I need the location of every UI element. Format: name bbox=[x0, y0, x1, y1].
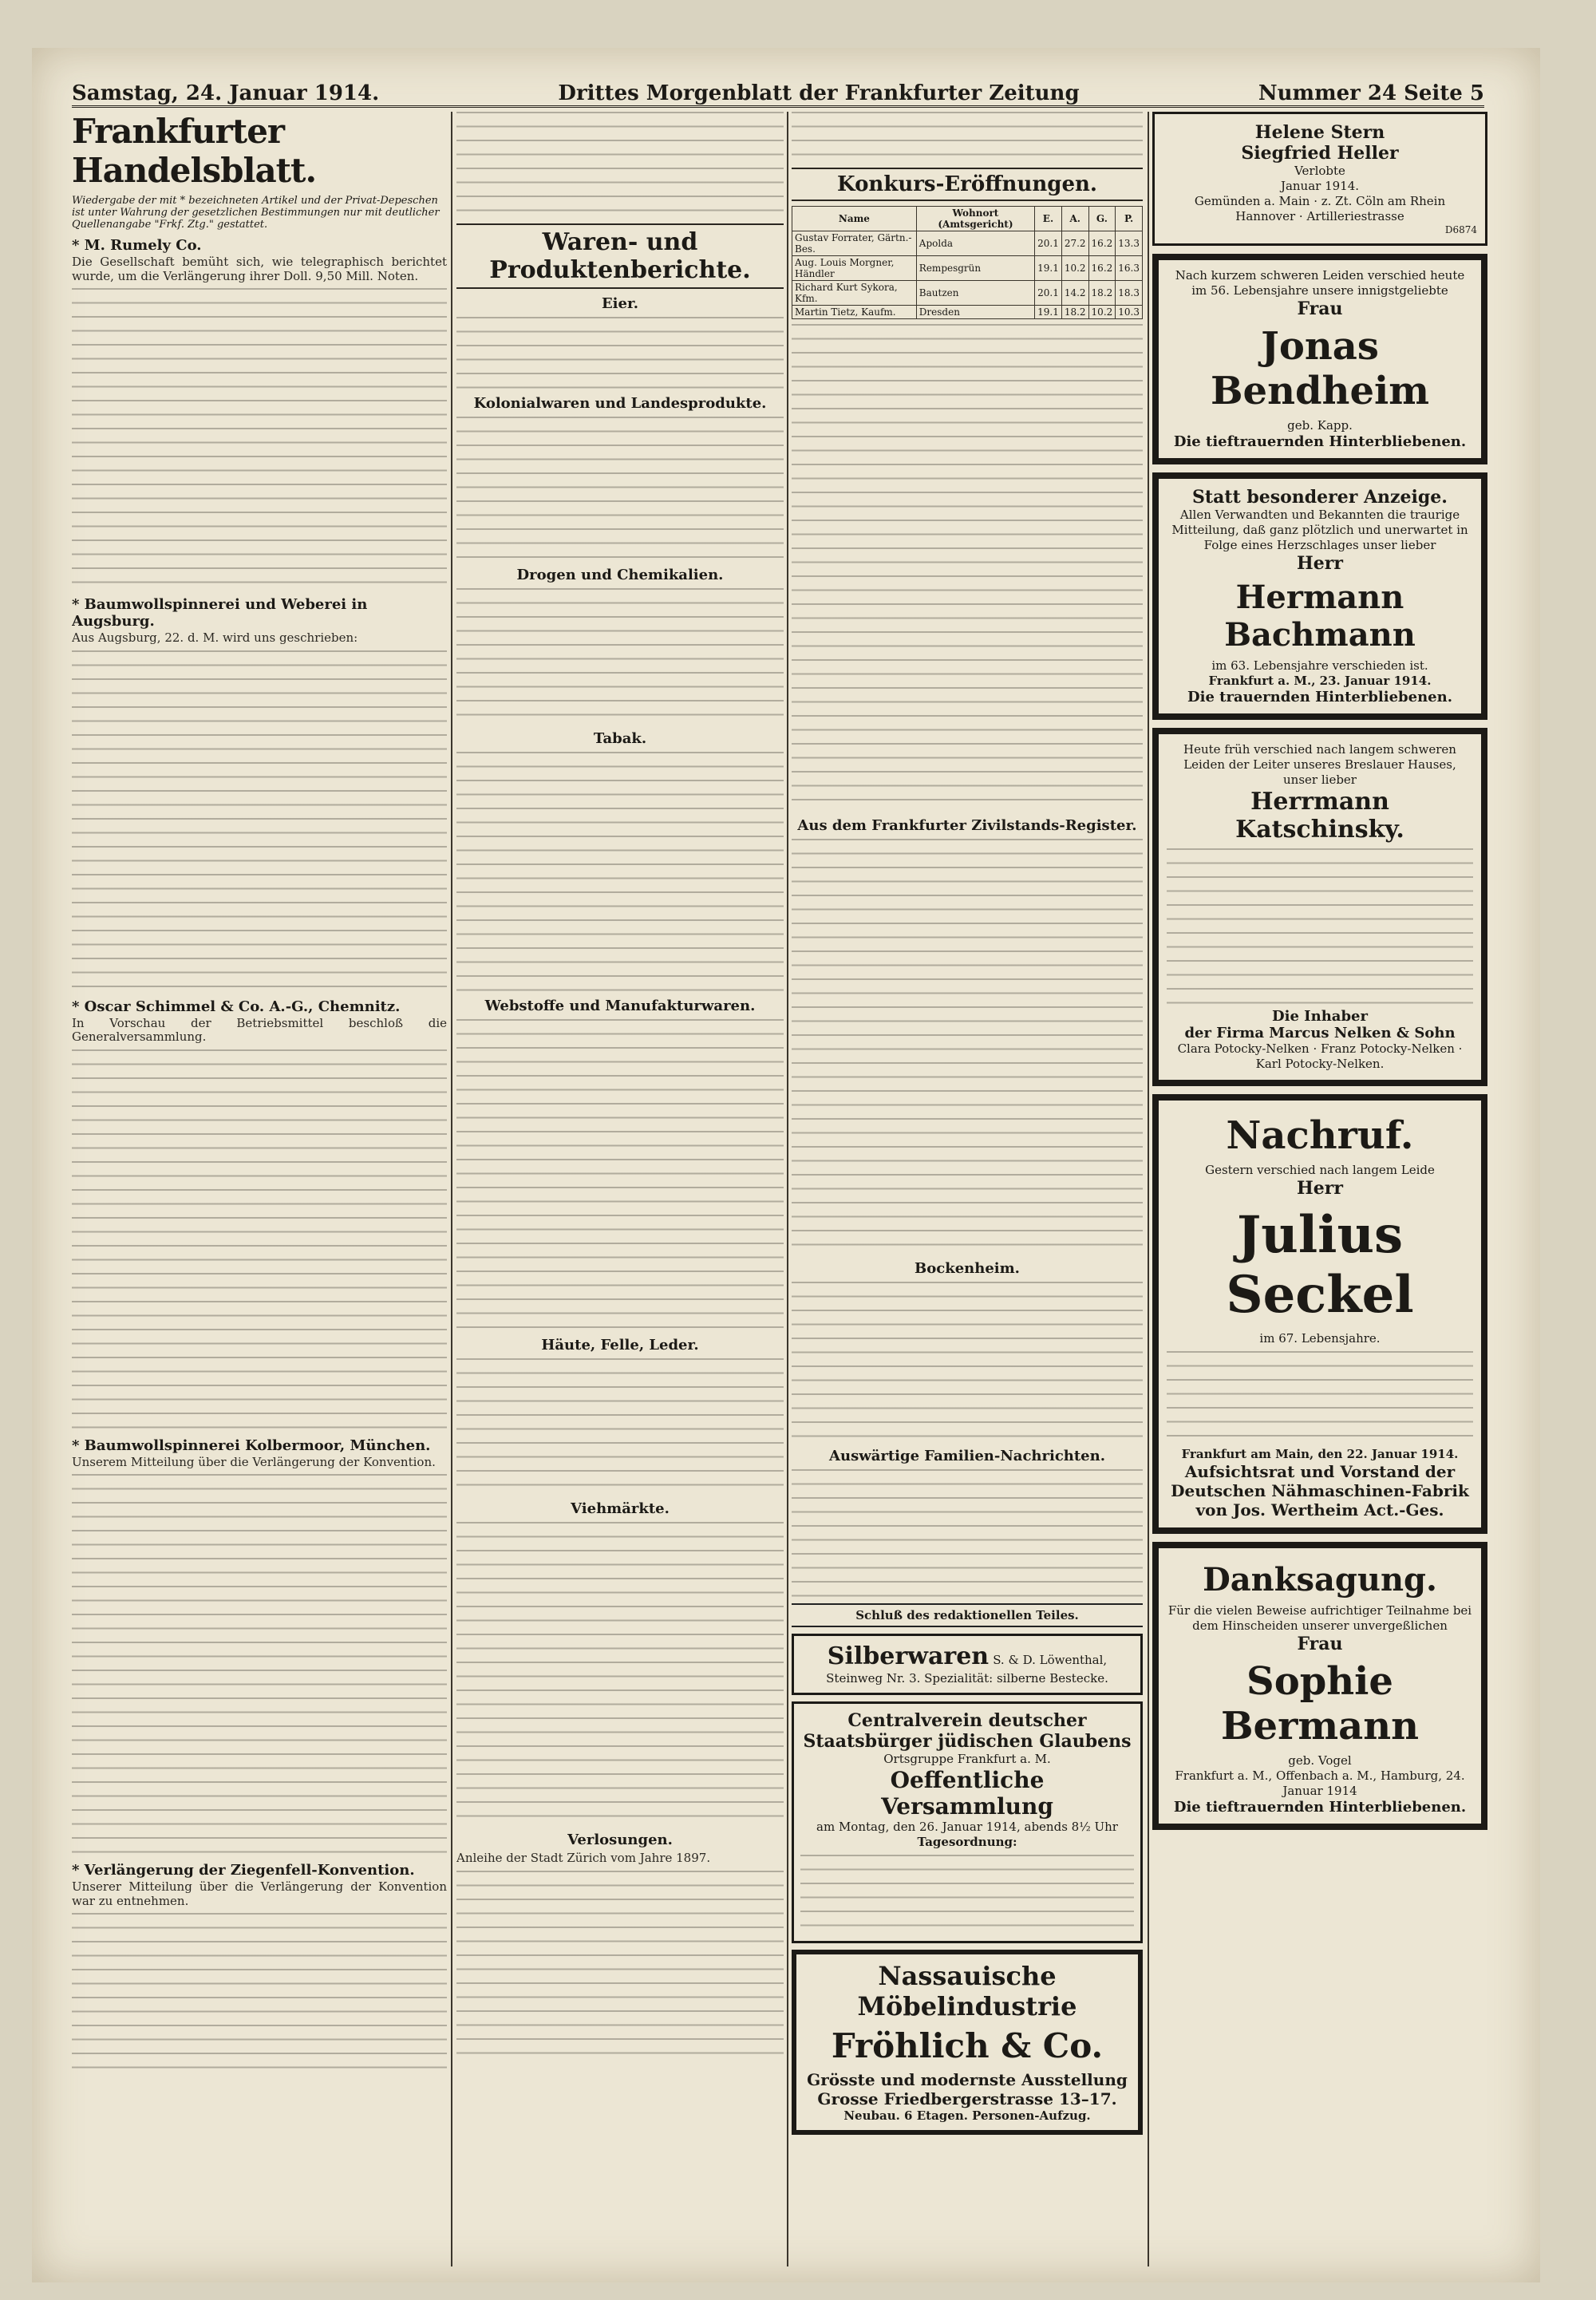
obituary-place: Frankfurt am Main, den 22. Januar 1914. bbox=[1181, 1447, 1459, 1461]
article-text: In Vorschau der Betriebsmittel beschloß die Generalversammlung. bbox=[72, 1015, 447, 1044]
subsection-heading: Eier. bbox=[601, 295, 639, 312]
table-cell: 27.2 bbox=[1061, 231, 1088, 256]
obituary-name: Hermann Bachmann bbox=[1224, 579, 1416, 654]
article-body-lines bbox=[456, 1522, 784, 1825]
table-cell: 16.3 bbox=[1116, 256, 1143, 281]
obituary-body-lines bbox=[1167, 848, 1473, 1008]
article-body-lines bbox=[456, 317, 784, 389]
table-row bbox=[792, 281, 1143, 306]
header-title: Drittes Morgenblatt der Frankfurter Zeitung bbox=[558, 81, 1080, 105]
column-anzeigen bbox=[1152, 112, 1487, 2266]
ad-subtitle: Ortsgruppe Frankfurt a. M. bbox=[883, 1752, 1051, 1766]
obituary-lead: Statt besonderer Anzeige. bbox=[1192, 487, 1448, 508]
thanks-text: Für die vielen Beweise aufrichtiger Teilnahme bei dem Hinscheiden unserer unvergeßlichen bbox=[1167, 1603, 1472, 1633]
obituary-text: Heute früh verschied nach langem schweren Leiden der Leiter unseres Breslauer Hauses, unser lieber bbox=[1183, 742, 1456, 787]
ad-firm: Fröhlich & Co. bbox=[831, 2026, 1104, 2065]
ad-centralverein bbox=[792, 1701, 1143, 1943]
table-cell: 20.1 bbox=[1035, 281, 1062, 306]
subsection-heading: Verlosungen. bbox=[567, 1832, 673, 1848]
thanks-name: Sophie Bermann bbox=[1220, 1659, 1420, 1749]
reprint-notice: Wiedergabe der mit * bezeichneten Artikel und der Privat-Depeschen ist unter Wahrung der gesetzlichen Bestimmungen nur mit deutlicher Quellenangabe "Frkf. Ztg." gestattet. bbox=[72, 195, 440, 231]
table-row bbox=[792, 306, 1143, 319]
table-cell: 16.2 bbox=[1088, 231, 1116, 256]
thanks-place: Frankfurt a. M., Offenbach a. M., Hamburg, 24. Januar 1914 bbox=[1175, 1768, 1465, 1798]
table-cell: 10.3 bbox=[1116, 306, 1143, 319]
article-title: * Baumwollspinnerei Kolbermoor, München. bbox=[72, 1437, 431, 1454]
ad-date: am Montag, den 26. Januar 1914, abends 8½ Uhr bbox=[816, 1820, 1118, 1834]
table-header: E. bbox=[1035, 207, 1062, 231]
article-body-lines bbox=[72, 650, 447, 994]
obituary-footer: Die Inhaber bbox=[1272, 1008, 1368, 1025]
engaged-date: Januar 1914. bbox=[1280, 179, 1360, 193]
obituary-footer: Die tieftrauernden Hinterbliebenen. bbox=[1173, 433, 1467, 450]
engaged-label: Verlobte bbox=[1294, 164, 1345, 178]
subsection-heading: Viehmärkte. bbox=[571, 1500, 670, 1517]
engaged-name: Siegfried Heller bbox=[1241, 143, 1399, 164]
obituary-heading: Nachruf. bbox=[1226, 1113, 1414, 1158]
page-header bbox=[72, 73, 1484, 108]
engaged-place: Hannover · Artilleriestrasse bbox=[1235, 209, 1404, 223]
table-header: A. bbox=[1061, 207, 1088, 231]
obituary-footer: Aufsichtsrat und Vorstand der Deutschen Nähmaschinen-Fabrik von Jos. Wertheim Act.-Ges. bbox=[1171, 1462, 1469, 1520]
table-cell: 19.1 bbox=[1035, 256, 1062, 281]
article-body-lines bbox=[456, 588, 784, 724]
subsection-heading: Bockenheim. bbox=[915, 1260, 1020, 1277]
ad-body-lines bbox=[800, 1855, 1134, 1934]
column-rule bbox=[1148, 112, 1149, 2266]
article-text: Die Gesellschaft bemüht sich, wie telegraphisch berichtet wurde, um die Verlängerung ihrer Doll. 9,50 Mill. Noten. bbox=[72, 255, 447, 283]
article-title: * Baumwollspinnerei und Weberei in Augsburg. bbox=[72, 596, 368, 630]
masthead: Frankfurter Handelsblatt. bbox=[72, 112, 317, 190]
table-cell: Apolda bbox=[916, 231, 1034, 256]
end-of-editorial: Schluß des redaktionellen Teiles. bbox=[792, 1603, 1143, 1627]
article-text: Unserer Mitteilung über die Verlängerung der Konvention war zu entnehmen. bbox=[72, 1879, 447, 1908]
ad-agenda: Tagesordnung: bbox=[917, 1835, 1017, 1849]
article-title: * M. Rumely Co. bbox=[72, 237, 202, 254]
table-cell: Dresden bbox=[916, 306, 1034, 319]
table-cell: 10.2 bbox=[1061, 256, 1088, 281]
column-produktenberichte bbox=[456, 112, 784, 2266]
subsection-heading: Webstoffe und Manufakturwaren. bbox=[484, 998, 756, 1014]
engagement-notice bbox=[1152, 112, 1487, 246]
obituary-katschinsky bbox=[1152, 728, 1487, 1086]
table-cell: 18.2 bbox=[1061, 306, 1088, 319]
ad-subtitle: Grösste und modernste Ausstellung bbox=[807, 2070, 1128, 2089]
article-body-lines bbox=[456, 1871, 784, 2054]
thanks-footer: Die tieftrauernden Hinterbliebenen. bbox=[1173, 1799, 1467, 1816]
column-handelsblatt bbox=[72, 112, 447, 2266]
obituary-title: Herr bbox=[1297, 553, 1343, 574]
ad-text: S. & D. Löwenthal, Steinweg Nr. 3. Spezialität: silberne Bestecke. bbox=[826, 1653, 1108, 1685]
article-text: Aus Augsburg, 22. d. M. wird uns geschrieben: bbox=[72, 630, 358, 645]
engaged-name: Helene Stern bbox=[1254, 122, 1385, 143]
thanks-geb: geb. Vogel bbox=[1288, 1753, 1352, 1768]
engaged-place: Gemünden a. Main · z. Zt. Cöln am Rhein bbox=[1194, 194, 1446, 208]
article-body-lines bbox=[72, 1913, 447, 2073]
obituary-footer: der Firma Marcus Nelken & Sohn bbox=[1184, 1025, 1456, 1041]
article-title: * Oscar Schimmel & Co. A.-G., Chemnitz. bbox=[72, 998, 401, 1015]
article-body-lines bbox=[456, 1019, 784, 1330]
table-cell: 13.3 bbox=[1116, 231, 1143, 256]
article-body-lines bbox=[792, 112, 1143, 160]
register-lines bbox=[792, 1282, 1143, 1441]
article-body-lines bbox=[72, 1049, 447, 1433]
table-cell: Rempesgrün bbox=[916, 256, 1034, 281]
subsection-heading: Auswärtige Familien-Nachrichten. bbox=[829, 1448, 1105, 1464]
header-page-number: Nummer 24 Seite 5 bbox=[1258, 81, 1484, 105]
table-cell: Richard Kurt Sykora, Kfm. bbox=[792, 281, 917, 306]
thanks-frau: Frau bbox=[1297, 1634, 1343, 1654]
register-lines bbox=[792, 1469, 1143, 1597]
table-header: G. bbox=[1088, 207, 1116, 231]
ad-title: Centralverein deutscher Staatsbürger jüdischen Glaubens bbox=[803, 1710, 1132, 1752]
table-cell: 19.1 bbox=[1035, 306, 1062, 319]
table-cell: 18.2 bbox=[1088, 281, 1116, 306]
ad-silberwaren bbox=[792, 1634, 1143, 1695]
ad-footer: Neubau. 6 Etagen. Personen-Aufzug. bbox=[843, 2108, 1091, 2123]
table-row bbox=[792, 256, 1143, 281]
ad-title: Silberwaren bbox=[827, 1642, 990, 1670]
obituary-sub: im 63. Lebensjahre verschieden ist. bbox=[1211, 658, 1428, 673]
article-body-lines bbox=[456, 417, 784, 560]
obituary-name: Herrmann Katschinsky. bbox=[1235, 788, 1404, 844]
obituary-body-lines bbox=[1167, 1351, 1473, 1447]
column-rule bbox=[451, 112, 452, 2266]
thanks-bermann bbox=[1152, 1542, 1487, 1830]
table-cell: Gustav Forrater, Gärtn.-Bes. bbox=[792, 231, 917, 256]
section-heading: Konkurs-Eröffnungen. bbox=[792, 168, 1143, 201]
ad-title: Nassauische Möbelindustrie bbox=[857, 1961, 1077, 2021]
obituary-geb: geb. Kapp. bbox=[1287, 418, 1353, 433]
obituary-text: Nach kurzem schweren Leiden verschied heute im 56. Lebensjahre unsere innigstgeliebte bbox=[1175, 268, 1465, 298]
obituary-seckel bbox=[1152, 1094, 1487, 1534]
obituary-bendheim bbox=[1152, 254, 1487, 464]
obituary-bachmann bbox=[1152, 472, 1487, 720]
ad-code: D6874 bbox=[1444, 224, 1477, 235]
article-text: Unserem Mitteilung über die Verlängerung der Konvention. bbox=[72, 1454, 436, 1469]
column-rule bbox=[787, 112, 788, 2266]
table-cell: 14.2 bbox=[1061, 281, 1088, 306]
register-lines bbox=[792, 839, 1143, 1254]
table-header: Wohnort (Amtsgericht) bbox=[916, 207, 1034, 231]
table-cell: 20.1 bbox=[1035, 231, 1062, 256]
obituary-text: Gestern verschied nach langem Leide bbox=[1205, 1163, 1435, 1177]
section-heading: Aus dem Frankfurter Zivilstands-Register. bbox=[797, 817, 1137, 834]
article-body-lines bbox=[456, 752, 784, 991]
subsection-heading: Tabak. bbox=[593, 730, 647, 747]
article-body-lines bbox=[456, 1358, 784, 1494]
konkurs-table-lines bbox=[792, 324, 1143, 811]
table-cell: 10.2 bbox=[1088, 306, 1116, 319]
column-konkurs-register bbox=[792, 112, 1143, 2266]
ad-moebel bbox=[792, 1950, 1143, 2135]
article-body-lines bbox=[72, 288, 447, 591]
obituary-name: Jonas Bendheim bbox=[1210, 324, 1430, 413]
obituary-text: Allen Verwandten und Bekannten die traurige Mitteilung, daß ganz plötzlich und unerwartet in Folge eines Herzschlages unser lieber bbox=[1171, 508, 1468, 552]
header-date: Samstag, 24. Januar 1914. bbox=[72, 81, 380, 105]
ad-address: Grosse Friedbergerstrasse 13–17. bbox=[817, 2089, 1117, 2108]
article-body-lines bbox=[72, 1474, 447, 1857]
subsection-heading: Kolonialwaren und Landesprodukte. bbox=[473, 395, 767, 412]
subsection-heading: Häute, Felle, Leder. bbox=[541, 1337, 699, 1354]
table-cell: Bautzen bbox=[916, 281, 1034, 306]
table-cell: 18.3 bbox=[1116, 281, 1143, 306]
ad-headline: Oeffentliche Versammlung bbox=[881, 1767, 1053, 1820]
obituary-title: Frau bbox=[1297, 298, 1343, 319]
obituary-place: Frankfurt a. M., 23. Januar 1914. bbox=[1208, 674, 1432, 688]
konkurs-table bbox=[792, 206, 1143, 319]
thanks-heading: Danksagung. bbox=[1203, 1561, 1437, 1599]
obituary-name: Julius Seckel bbox=[1226, 1205, 1414, 1325]
obituary-footer: Die trauernden Hinterbliebenen. bbox=[1187, 689, 1452, 705]
table-header: Name bbox=[792, 207, 917, 231]
table-cell: 16.2 bbox=[1088, 256, 1116, 281]
section-heading: Waren- und Produktenberichte. bbox=[456, 223, 784, 289]
article-body-lines bbox=[456, 112, 784, 215]
article-title: * Verlängerung der Ziegenfell-Konvention. bbox=[72, 1862, 415, 1879]
obituary-names: Clara Potocky-Nelken · Franz Potocky-Nelken · Karl Potocky-Nelken. bbox=[1177, 1041, 1463, 1071]
table-cell: Aug. Louis Morgner, Händler bbox=[792, 256, 917, 281]
obituary-sub: im 67. Lebensjahre. bbox=[1259, 1331, 1381, 1346]
table-header: P. bbox=[1116, 207, 1143, 231]
obituary-title: Herr bbox=[1297, 1178, 1343, 1199]
article-text: Anleihe der Stadt Zürich vom Jahre 1897. bbox=[456, 1851, 711, 1865]
table-cell: Martin Tietz, Kaufm. bbox=[792, 306, 917, 319]
table-row bbox=[792, 231, 1143, 256]
subsection-heading: Drogen und Chemikalien. bbox=[516, 567, 724, 583]
